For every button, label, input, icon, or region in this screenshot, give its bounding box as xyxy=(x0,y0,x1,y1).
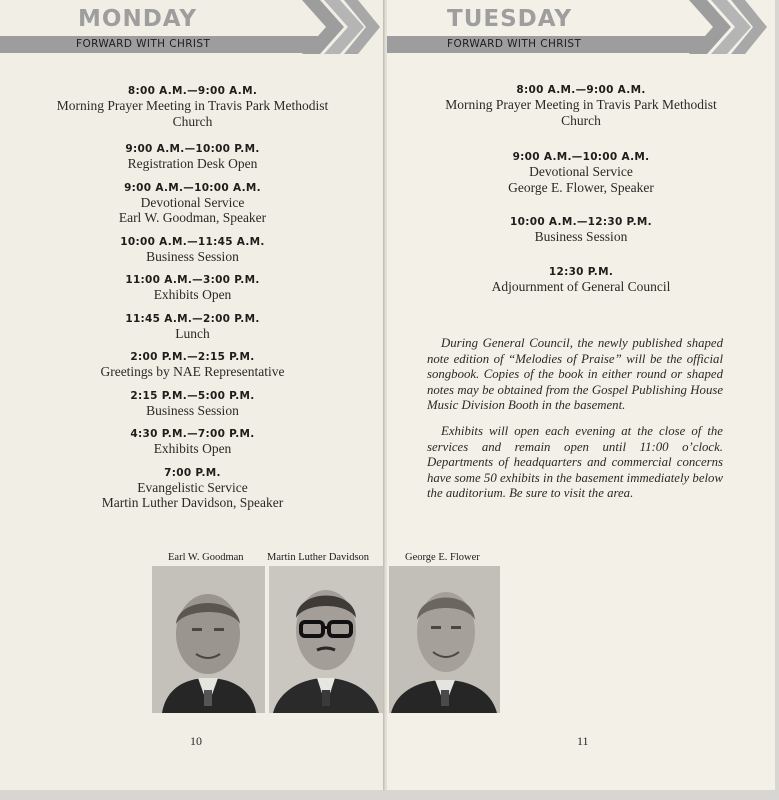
entry-time: 10:00 A.M.—12:30 P.M. xyxy=(510,216,652,228)
entry-time: 9:00 A.M.—10:00 A.M. xyxy=(124,181,261,194)
entry-desc: Business Session xyxy=(534,229,628,244)
entry-time: 11:45 A.M.—2:00 P.M. xyxy=(125,312,260,325)
entry-desc: Lunch xyxy=(175,325,210,341)
motto-bar xyxy=(387,36,705,53)
photo-caption-davidson: Martin Luther Davidson xyxy=(267,552,370,563)
day-title: TUESDAY xyxy=(447,6,572,32)
entry-desc: George E. Flower, Speaker xyxy=(508,179,654,195)
portrait-photo-davidson xyxy=(269,566,383,713)
entry-time: 11:00 A.M.—3:00 P.M. xyxy=(125,274,260,286)
entry-time: 2:00 P.M.—2:15 P.M. xyxy=(130,351,255,363)
entry-desc: Martin Luther Davidson, Speaker xyxy=(101,495,284,510)
motto-bar xyxy=(0,36,318,53)
portrait-photo-goodman xyxy=(152,566,265,713)
entry-desc: Morning Prayer Meeting in Travis Park Methodist xyxy=(56,98,329,113)
schedule-entry xyxy=(387,215,775,245)
tuesday-schedule xyxy=(387,83,775,294)
schedule-entry xyxy=(0,466,385,511)
schedule-entry xyxy=(0,181,385,226)
entry-desc: Devotional Service xyxy=(140,194,245,210)
entry-time: 12:30 P.M. xyxy=(548,265,614,278)
schedule-entry xyxy=(387,83,775,128)
entry-time: 2:15 P.M.—5:00 P.M. xyxy=(130,389,255,402)
day-title: MONDAY xyxy=(78,6,198,32)
entry-desc: Earl W. Goodman, Speaker xyxy=(118,210,267,225)
note-paragraph: Exhibits will open each evening at the close of the services and remain open until 11:00 o’clock. Departments of headquarters and commercial concerns have some 50 exhibits in the basement immediately below the auditorium. Be sure to visit the area. xyxy=(427,423,723,501)
entry-desc: Church xyxy=(172,113,213,129)
entry-time: 4:30 P.M.—7:00 P.M. xyxy=(130,428,255,440)
tuesday-banner xyxy=(387,0,775,56)
portrait-photo-flower xyxy=(389,566,500,713)
monday-schedule xyxy=(0,84,385,511)
schedule-entry xyxy=(0,389,385,419)
entry-time: 9:00 A.M.—10:00 P.M. xyxy=(125,143,260,155)
page-number-left: 10 xyxy=(190,734,202,748)
council-notes xyxy=(427,336,723,512)
schedule-entry xyxy=(0,142,385,172)
portrait-image xyxy=(389,566,500,713)
entry-time: 8:00 A.M.—9:00 A.M. xyxy=(127,85,258,97)
schedule-entry xyxy=(0,273,385,303)
note-paragraph: During General Council, the newly published shaped note edition of “Melodies of Praise” will be the official songbook. Copies of the book in either round or shaped notes may be obtained from the Gospel Publishing House Music Division Booth in the basement. xyxy=(427,336,723,413)
schedule-entry xyxy=(0,350,385,380)
schedule-entry xyxy=(0,312,385,342)
entry-time: 9:00 A.M.—10:00 A.M. xyxy=(512,151,650,163)
page-number-right: 11 xyxy=(577,734,589,748)
entry-desc: Exhibits Open xyxy=(153,441,232,456)
motto-text: FORWARD WITH CHRIST xyxy=(447,38,582,50)
left-page xyxy=(0,0,386,790)
entry-time: 7:00 P.M. xyxy=(164,466,221,479)
schedule-entry xyxy=(387,265,775,295)
portrait-image xyxy=(152,566,265,713)
entry-desc: Devotional Service xyxy=(529,164,633,179)
right-page xyxy=(387,0,775,790)
entry-desc: Adjournment of General Council xyxy=(491,278,671,294)
entry-desc: Evangelistic Service xyxy=(137,479,248,495)
motto-text: FORWARD WITH CHRIST xyxy=(76,38,211,50)
chevron-arrows-icon xyxy=(300,0,380,56)
schedule-entry xyxy=(0,235,385,265)
entry-desc: Church xyxy=(561,112,601,128)
entry-desc: Business Session xyxy=(146,248,239,264)
entry-time: 8:00 A.M.—9:00 A.M. xyxy=(516,84,646,96)
monday-banner xyxy=(0,0,385,56)
entry-desc: Greetings by NAE Representative xyxy=(100,364,285,379)
photo-caption-goodman: Earl W. Goodman xyxy=(168,552,244,563)
schedule-entry xyxy=(0,427,385,457)
schedule-entry xyxy=(387,150,775,195)
entry-desc: Morning Prayer Meeting in Travis Park Methodist xyxy=(445,97,717,112)
entry-desc: Business Session xyxy=(146,402,239,418)
entry-desc: Registration Desk Open xyxy=(127,156,258,171)
portrait-image xyxy=(269,566,383,713)
entry-desc: Exhibits Open xyxy=(153,287,232,302)
schedule-entry xyxy=(0,84,385,129)
chevron-arrows-icon xyxy=(687,0,767,56)
entry-time: 10:00 A.M.—11:45 A.M. xyxy=(120,235,265,248)
photo-caption-flower: George E. Flower xyxy=(405,552,480,563)
